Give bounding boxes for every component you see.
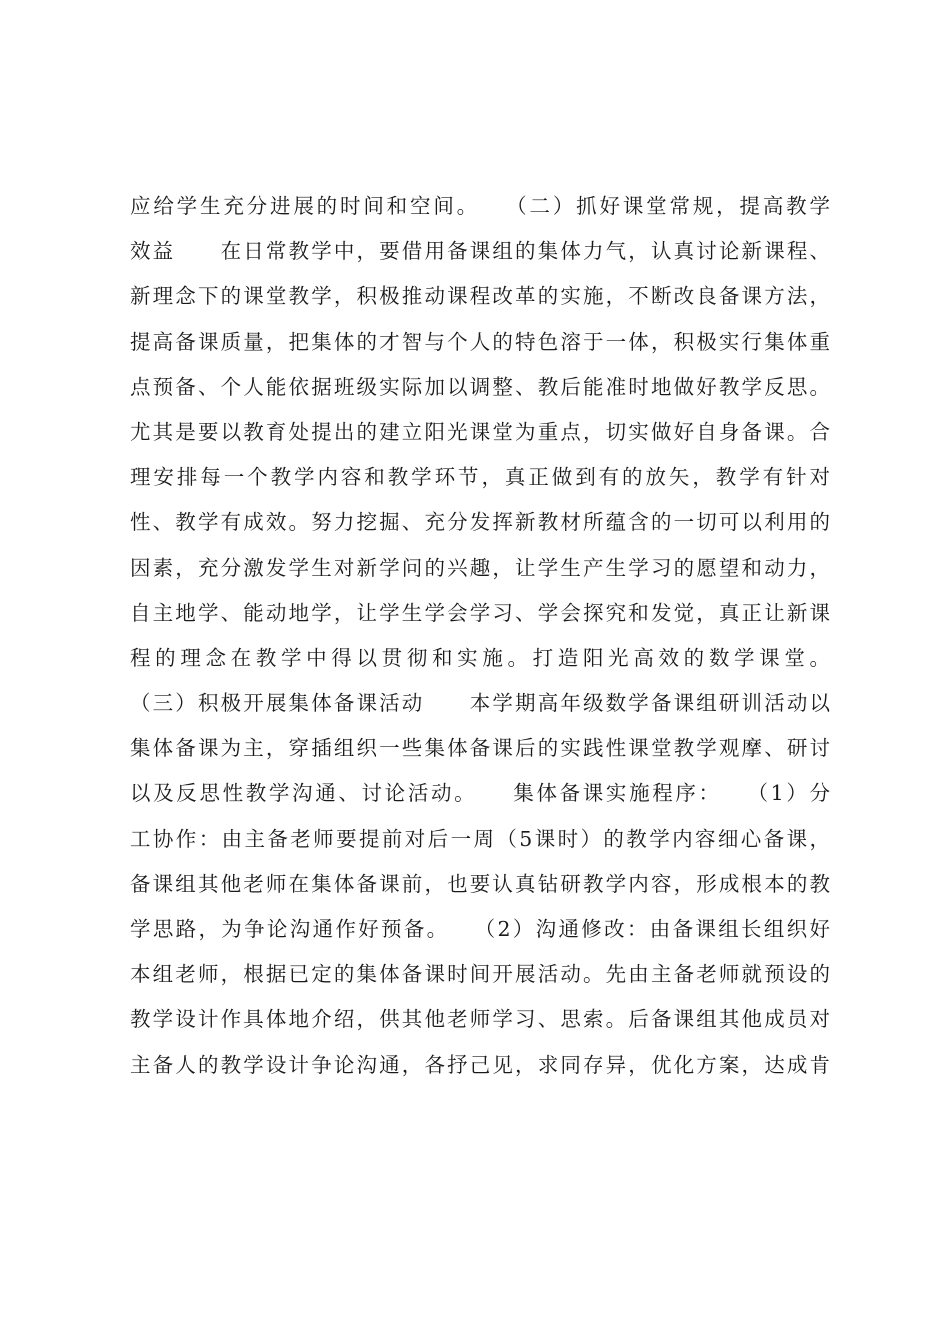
text-line: 主备人的教学设计争论沟通，各抒己见，求同存异，优化方案，达成肯 — [130, 1052, 830, 1077]
text-line: 工协作：由主备老师要提前对后一周（5课时）的教学内容细心备课， — [130, 826, 830, 851]
text-line: 效益 在日常教学中，要借用备课组的集体力气，认真讨论新课程、 — [130, 239, 830, 264]
text-line: 提高备课质量，把集体的才智与个人的特色溶于一体，积极实行集体重 — [130, 329, 830, 354]
text-line: 点预备、个人能依据班级实际加以调整、教后能准时地做好教学反思。 — [130, 374, 830, 399]
text-line: 新理念下的课堂教学，积极推动课程改革的实施，不断改良备课方法， — [130, 284, 830, 309]
text-line: 因素，充分激发学生对新学问的兴趣，让学生产生学习的愿望和动力， — [130, 555, 830, 580]
body-text — [130, 184, 830, 1088]
text-line: 自主地学、能动地学，让学生学会学习、学会探究和发觉，真正让新课 — [130, 600, 830, 625]
text-line: （三）积极开展集体备课活动 本学期高年级数学备课组研训活动以 — [130, 691, 830, 716]
text-line: 应给学生充分进展的时间和空间。 （二）抓好课堂常规，提高教学 — [130, 194, 830, 218]
text-line: 学思路，为争论沟通作好预备。 （2）沟通修改：由备课组长组织好 — [130, 917, 830, 941]
text-line: 程的理念在教学中得以贯彻和实施。打造阳光高效的数学课堂。 — [130, 645, 830, 670]
text-line: 备课组其他老师在集体备课前，也要认真钻研教学内容，形成根本的教 — [130, 871, 830, 896]
text-line: 理安排每一个教学内容和教学环节，真正做到有的放矢，教学有针对 — [130, 465, 830, 490]
text-line: 本组老师，根据已定的集体备课时间开展活动。先由主备老师就预设的 — [130, 962, 830, 987]
text-line: 性、教学有成效。努力挖掘、充分发挥新教材所蕴含的一切可以利用的 — [130, 510, 830, 535]
text-line: 尤其是要以教育处提出的建立阳光课堂为重点，切实做好自身备课。合 — [130, 419, 830, 444]
text-line: 集体备课为主，穿插组织一些集体备课后的实践性课堂教学观摩、研讨 — [130, 736, 830, 761]
text-line: 教学设计作具体地介绍，供其他老师学习、思索。后备课组其他成员对 — [130, 1007, 830, 1032]
text-line: 以及反思性教学沟通、讨论活动。 集体备课实施程序： （1）分 — [130, 781, 830, 806]
